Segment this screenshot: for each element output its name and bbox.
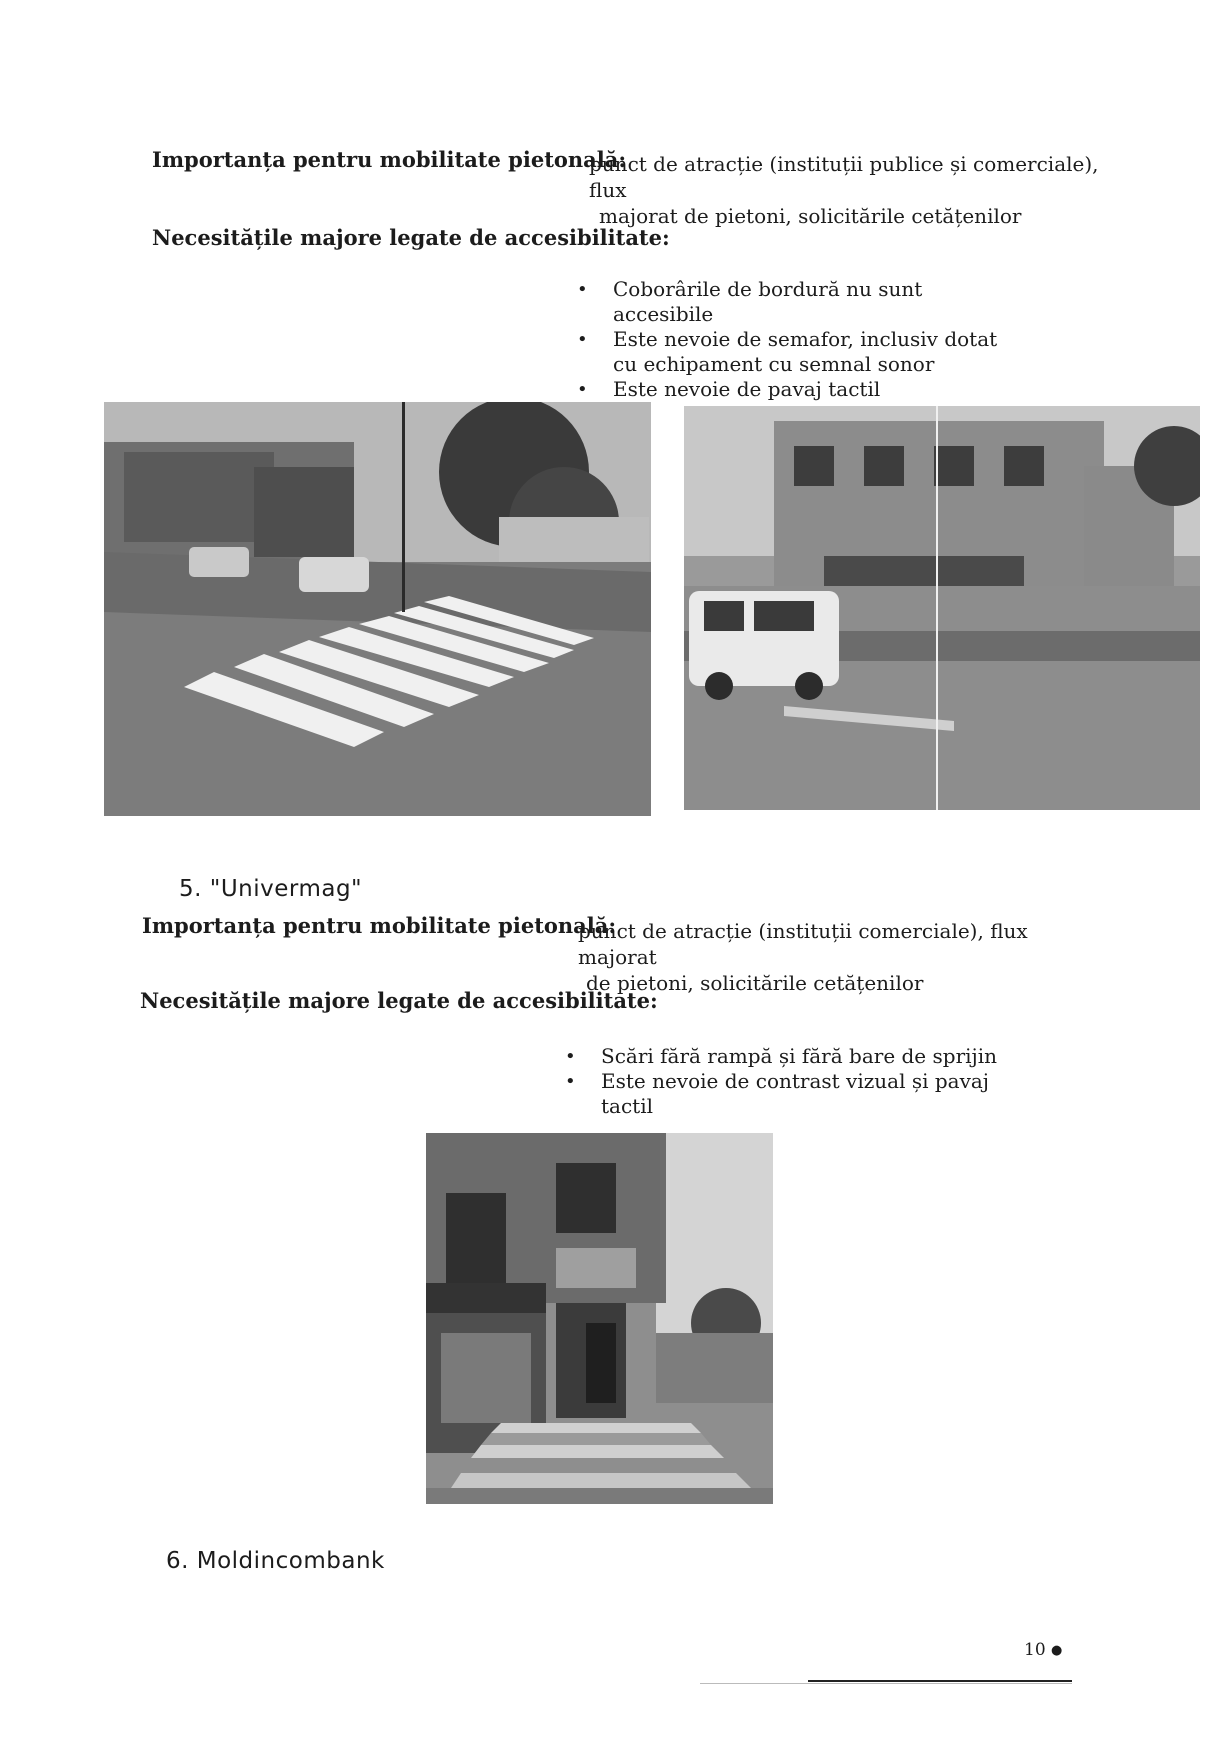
needs-list (563, 1044, 1023, 1119)
section-heading-univermag: 5. "Univermag" (179, 876, 363, 902)
list-item: • Scări fără rampă și fără bare de sprijin (563, 1044, 1023, 1069)
page-number-value: 10 (1024, 1640, 1046, 1660)
importance-label: Importanța pentru mobilitate pietonală: (152, 147, 627, 172)
needs-list (575, 277, 1015, 402)
section-heading-moldincombank: 6. Moldincombank (166, 1548, 385, 1574)
orange-building-photo (684, 406, 1200, 810)
univermag-entrance-photo (426, 1133, 773, 1504)
list-item: • Este nevoie de pavaj tactil (575, 377, 1015, 402)
importance-value (589, 151, 1109, 229)
importance-line-2: majorat de pietoni, solicitările cetățenilor (599, 204, 1022, 228)
footer-rule-thin (700, 1683, 1072, 1684)
list-item: • Este nevoie de semafor, inclusiv dotat cu echipament cu semnal sonor (575, 327, 1015, 377)
needs-label: Necesitățile majore legate de accesibilitate: (152, 225, 670, 250)
importance-label: Importanța pentru mobilitate pietonală: (142, 913, 617, 938)
page-number (1024, 1640, 1062, 1660)
importance-line-2: de pietoni, solicitările cetățenilor (586, 971, 924, 995)
crosswalk-photo (104, 402, 651, 816)
importance-value (578, 918, 1098, 996)
importance-line-1: punct de atracție (instituții comerciale), flux majorat (578, 919, 1028, 969)
list-item: • Este nevoie de contrast vizual și pavaj tactil (563, 1069, 1023, 1119)
importance-line-1: punct de atracție (instituții publice și comerciale), flux (589, 152, 1099, 202)
list-item: • Coborârile de bordură nu sunt accesibile (575, 277, 1015, 327)
bullet-icon: ● (1051, 1643, 1063, 1658)
footer-rule (808, 1680, 1072, 1682)
needs-label: Necesitățile majore legate de accesibilitate: (140, 988, 658, 1013)
